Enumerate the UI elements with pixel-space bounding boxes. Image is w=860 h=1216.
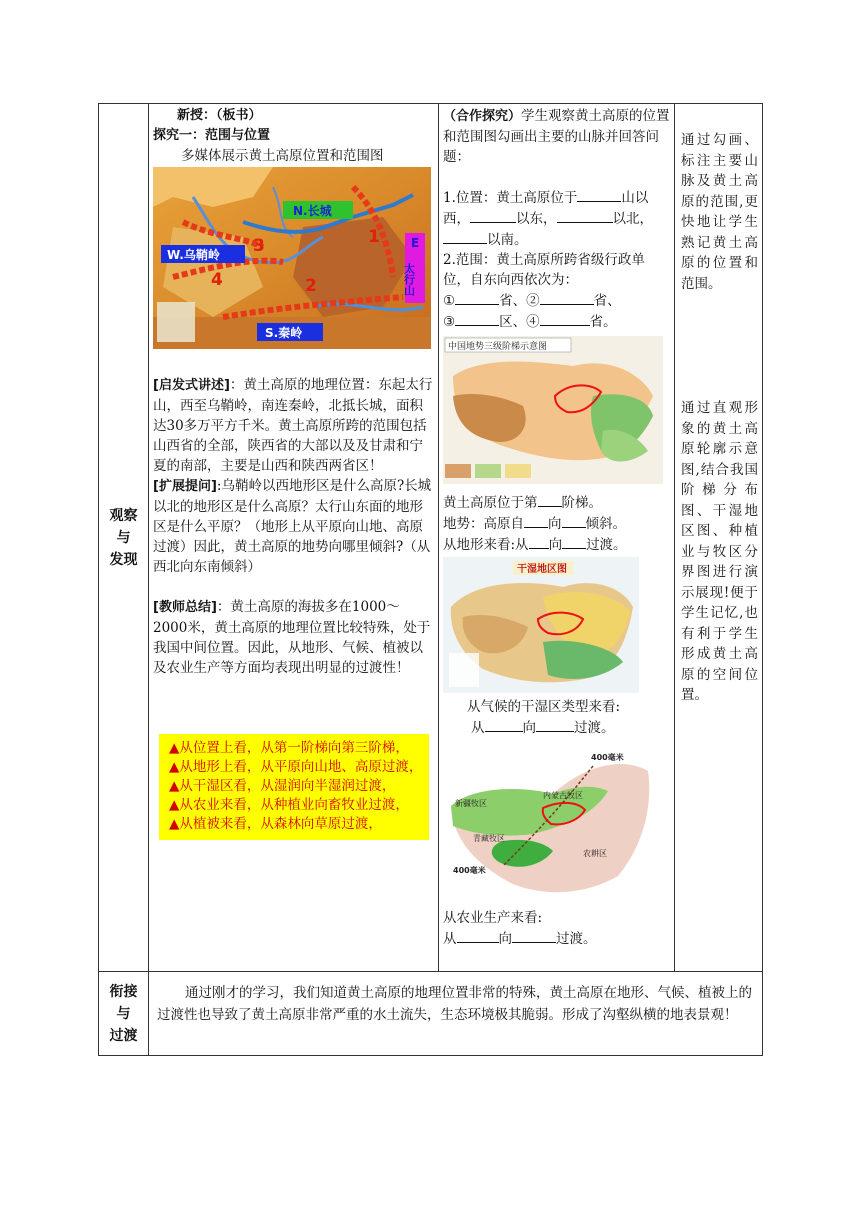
lecture-paragraph — [153, 375, 434, 476]
blank[interactable] — [470, 208, 516, 223]
summary-line-3: ▲从干湿区看，从湿润向半湿润过渡， — [169, 778, 396, 794]
stage-label-1: 观察 — [109, 507, 138, 524]
blank[interactable] — [512, 928, 556, 943]
blank[interactable] — [485, 717, 523, 732]
lecture-text: ：黄土高原的地理位置：东起太行山，西至乌鞘岭，南连秦岭，北抵长城，面积达30多万平方千米。黄土高原所跨的范围包括山西省的全部，陕西省的大部以及及甘肃和宁夏的南部，主要是山西和陕西两省区！ — [153, 377, 433, 474]
terrain-q: 地势：高原自 — [443, 516, 524, 532]
agri-answer — [443, 928, 670, 949]
taihang-e-label: E — [411, 236, 420, 250]
question-text: :乌鞘岭以西地形区是什么高原?长城以北的地形区是什么高原？太行山东面的地形区是什么平原？（地形上从平原向山地、高原过渡）因此，黄土高原的地势向哪里倾斜?（从西北向东南倾斜） — [153, 478, 432, 575]
stage-cell-transition — [99, 972, 149, 1056]
blank[interactable] — [524, 513, 548, 528]
q1-part-b: 山以西， — [443, 190, 649, 227]
summary-line-4: ▲从农业来看，从种植业向畜牧业过渡， — [169, 797, 409, 813]
summary-line-1: ▲从位置上看，从第一阶梯向第三阶梯， — [169, 740, 409, 756]
blank[interactable] — [455, 311, 499, 326]
blank[interactable] — [540, 311, 590, 326]
q1-part-a: 1.位置：黄土高原位于 — [443, 190, 578, 206]
step-question — [443, 492, 670, 513]
region-inner-mongolia: 内蒙古牧区 — [543, 791, 583, 800]
step-q: 黄土高原位于第 — [443, 495, 538, 511]
lesson-plan-table — [98, 103, 763, 1056]
cooperative-label: （合作探究） — [443, 109, 522, 124]
q2-suffix: 省、 — [593, 293, 621, 309]
question-label: [扩展提问] — [153, 479, 217, 494]
region-number-4: 4 — [211, 270, 223, 290]
transition-text: 通过刚才的学习，我们知道黄土高原的地理位置非常的特殊，黄土高原在地形、气候、植被上的过渡性也导致了黄土高原非常严重的水土流失，生态环境极其脆弱。形成了沟壑纵横的地表景观！ — [157, 985, 752, 1023]
blank[interactable] — [529, 534, 549, 549]
stage-label-3: 发现 — [109, 551, 138, 568]
terrain-question — [443, 513, 670, 534]
cooperative-text: 学生观察黄土高原的位置和范围图勾画出主要的山脉并回答问题： — [443, 108, 670, 165]
new-lesson-heading: 新授：（板书） — [177, 108, 262, 123]
dry-wet-regions-map — [443, 557, 639, 693]
dry-wet-map-title: 干湿地区图 — [517, 564, 567, 575]
climate-answer — [443, 717, 670, 738]
qinling-label: S.秦岭 — [265, 326, 303, 340]
inquiry-title: 探究一：范围与位置 — [153, 128, 271, 143]
region-farming: 农耕区 — [583, 849, 607, 858]
dry-wet-graphic — [443, 557, 639, 693]
landform-q: 从地形来看:从 — [443, 537, 529, 553]
blank[interactable] — [562, 534, 586, 549]
terrain-map-title: 中国地势三级阶梯示意图 — [448, 342, 548, 352]
transition-text-cell — [149, 972, 763, 1056]
agri-to: 向 — [498, 931, 512, 947]
climate-from: 从 — [471, 720, 485, 736]
blank[interactable] — [562, 513, 586, 528]
intent-note-1: 通过勾画、标注主要山脉及黄土高原的范围,更快地让学生熟记黄土高原的位置和范围。 — [681, 132, 758, 292]
agri-question: 从农业生产来看: — [443, 910, 543, 926]
transition-label-1: 衔接 — [109, 983, 138, 1000]
q1-part-d: 以北， — [612, 211, 653, 227]
observe-discover-row — [99, 104, 763, 972]
transition-summary-box — [159, 734, 429, 840]
summary-line-2: ▲从地形上看，从平原向山地、高原过渡， — [169, 759, 423, 775]
transition-row — [99, 972, 763, 1056]
isohyet-400-top: 400毫米 — [591, 753, 624, 762]
blank[interactable] — [540, 290, 594, 305]
terrain-q2: 向 — [548, 516, 562, 532]
taihang-label: 太行山 — [402, 263, 416, 296]
q1-part-c: 以东， — [516, 211, 557, 227]
agri-end: 过渡。 — [556, 931, 597, 947]
student-activity-cell — [439, 104, 675, 972]
wushaoling-label: W.乌鞘岭 — [167, 248, 220, 262]
region-qinghai-tibet: 青藏牧区 — [473, 834, 505, 843]
agriculture-graphic — [443, 746, 663, 906]
region-xinjiang: 新疆牧区 — [455, 799, 487, 808]
question-range: 2.范围：黄土高原所跨省级行政单位，自东向西依次为： — [443, 252, 645, 288]
stage-cell-observe — [99, 104, 149, 972]
q2-end: 省。 — [589, 314, 617, 330]
climate-to: 向 — [522, 720, 536, 736]
landform-q2: 向 — [548, 537, 563, 553]
blank[interactable] — [455, 290, 499, 305]
design-intent-cell — [675, 104, 763, 972]
blank[interactable] — [557, 208, 613, 223]
cooperative-intro — [443, 106, 670, 167]
q1-part-e: 以南。 — [487, 232, 528, 248]
isohyet-400-bottom: 400毫米 — [453, 866, 486, 875]
terrain-q3: 倾斜。 — [585, 516, 626, 532]
intent-note-2: 通过直观形象的黄土高原轮廓示意图,结合我国阶梯分布图、干湿地区图、种植业与牧区分界图进行演示展现!便于学生记忆,也有利于学生形成黄土高原的空间位置。 — [681, 400, 758, 703]
agriculture-regions-map — [443, 746, 663, 906]
landform-q3: 过渡。 — [586, 537, 627, 553]
landform-question — [443, 534, 670, 555]
teacher-activity-cell — [149, 104, 439, 972]
q2-num-1: ① — [443, 293, 456, 309]
terrain-steps-map — [443, 336, 663, 484]
blank[interactable] — [538, 492, 562, 507]
climate-end: 过渡。 — [574, 720, 615, 736]
media-line: 多媒体展示黄土高原位置和范围图 — [181, 148, 384, 164]
great-wall-label: N.长城 — [293, 204, 332, 218]
loess-plateau-range-map — [153, 167, 431, 349]
teacher-summary-text: ：黄土高原的海拔多在1000～2000米，黄土高原的地理位置比较特殊，处于我国中间位置。因此，从地形、气候、植被以及农业生产等方面均表现出明显的过渡性！ — [153, 599, 431, 676]
region-number-1: 1 — [368, 227, 380, 247]
lecture-label: [启发式讲述] — [153, 378, 230, 393]
blank[interactable] — [577, 187, 621, 202]
range-map-graphic — [153, 167, 431, 349]
question-paragraph — [153, 476, 434, 577]
q2-num-2: 省、② — [499, 293, 540, 309]
region-number-3: 3 — [253, 236, 265, 256]
blank[interactable] — [536, 717, 574, 732]
terrain-steps-graphic — [443, 336, 663, 484]
q2-num-3: ③ — [443, 314, 456, 330]
q2-num-4: 区、④ — [499, 314, 540, 330]
step-q2: 阶梯。 — [561, 495, 602, 511]
blank[interactable] — [457, 928, 499, 943]
question-range-answers — [443, 290, 670, 332]
transition-label-2: 与 — [116, 1005, 131, 1022]
region-number-2: 2 — [305, 276, 317, 296]
teacher-summary-label: [教师总结] — [153, 600, 217, 615]
question-position — [443, 187, 670, 250]
summary-line-5: ▲从植被来看，从森林向草原过渡， — [169, 816, 382, 832]
agri-from: 从 — [443, 931, 457, 947]
climate-question: 从气候的干湿区类型来看: — [467, 699, 621, 715]
blank[interactable] — [443, 229, 487, 244]
transition-label-3: 过渡 — [109, 1027, 138, 1044]
teacher-summary-paragraph — [153, 597, 434, 678]
stage-label-2: 与 — [116, 529, 131, 546]
